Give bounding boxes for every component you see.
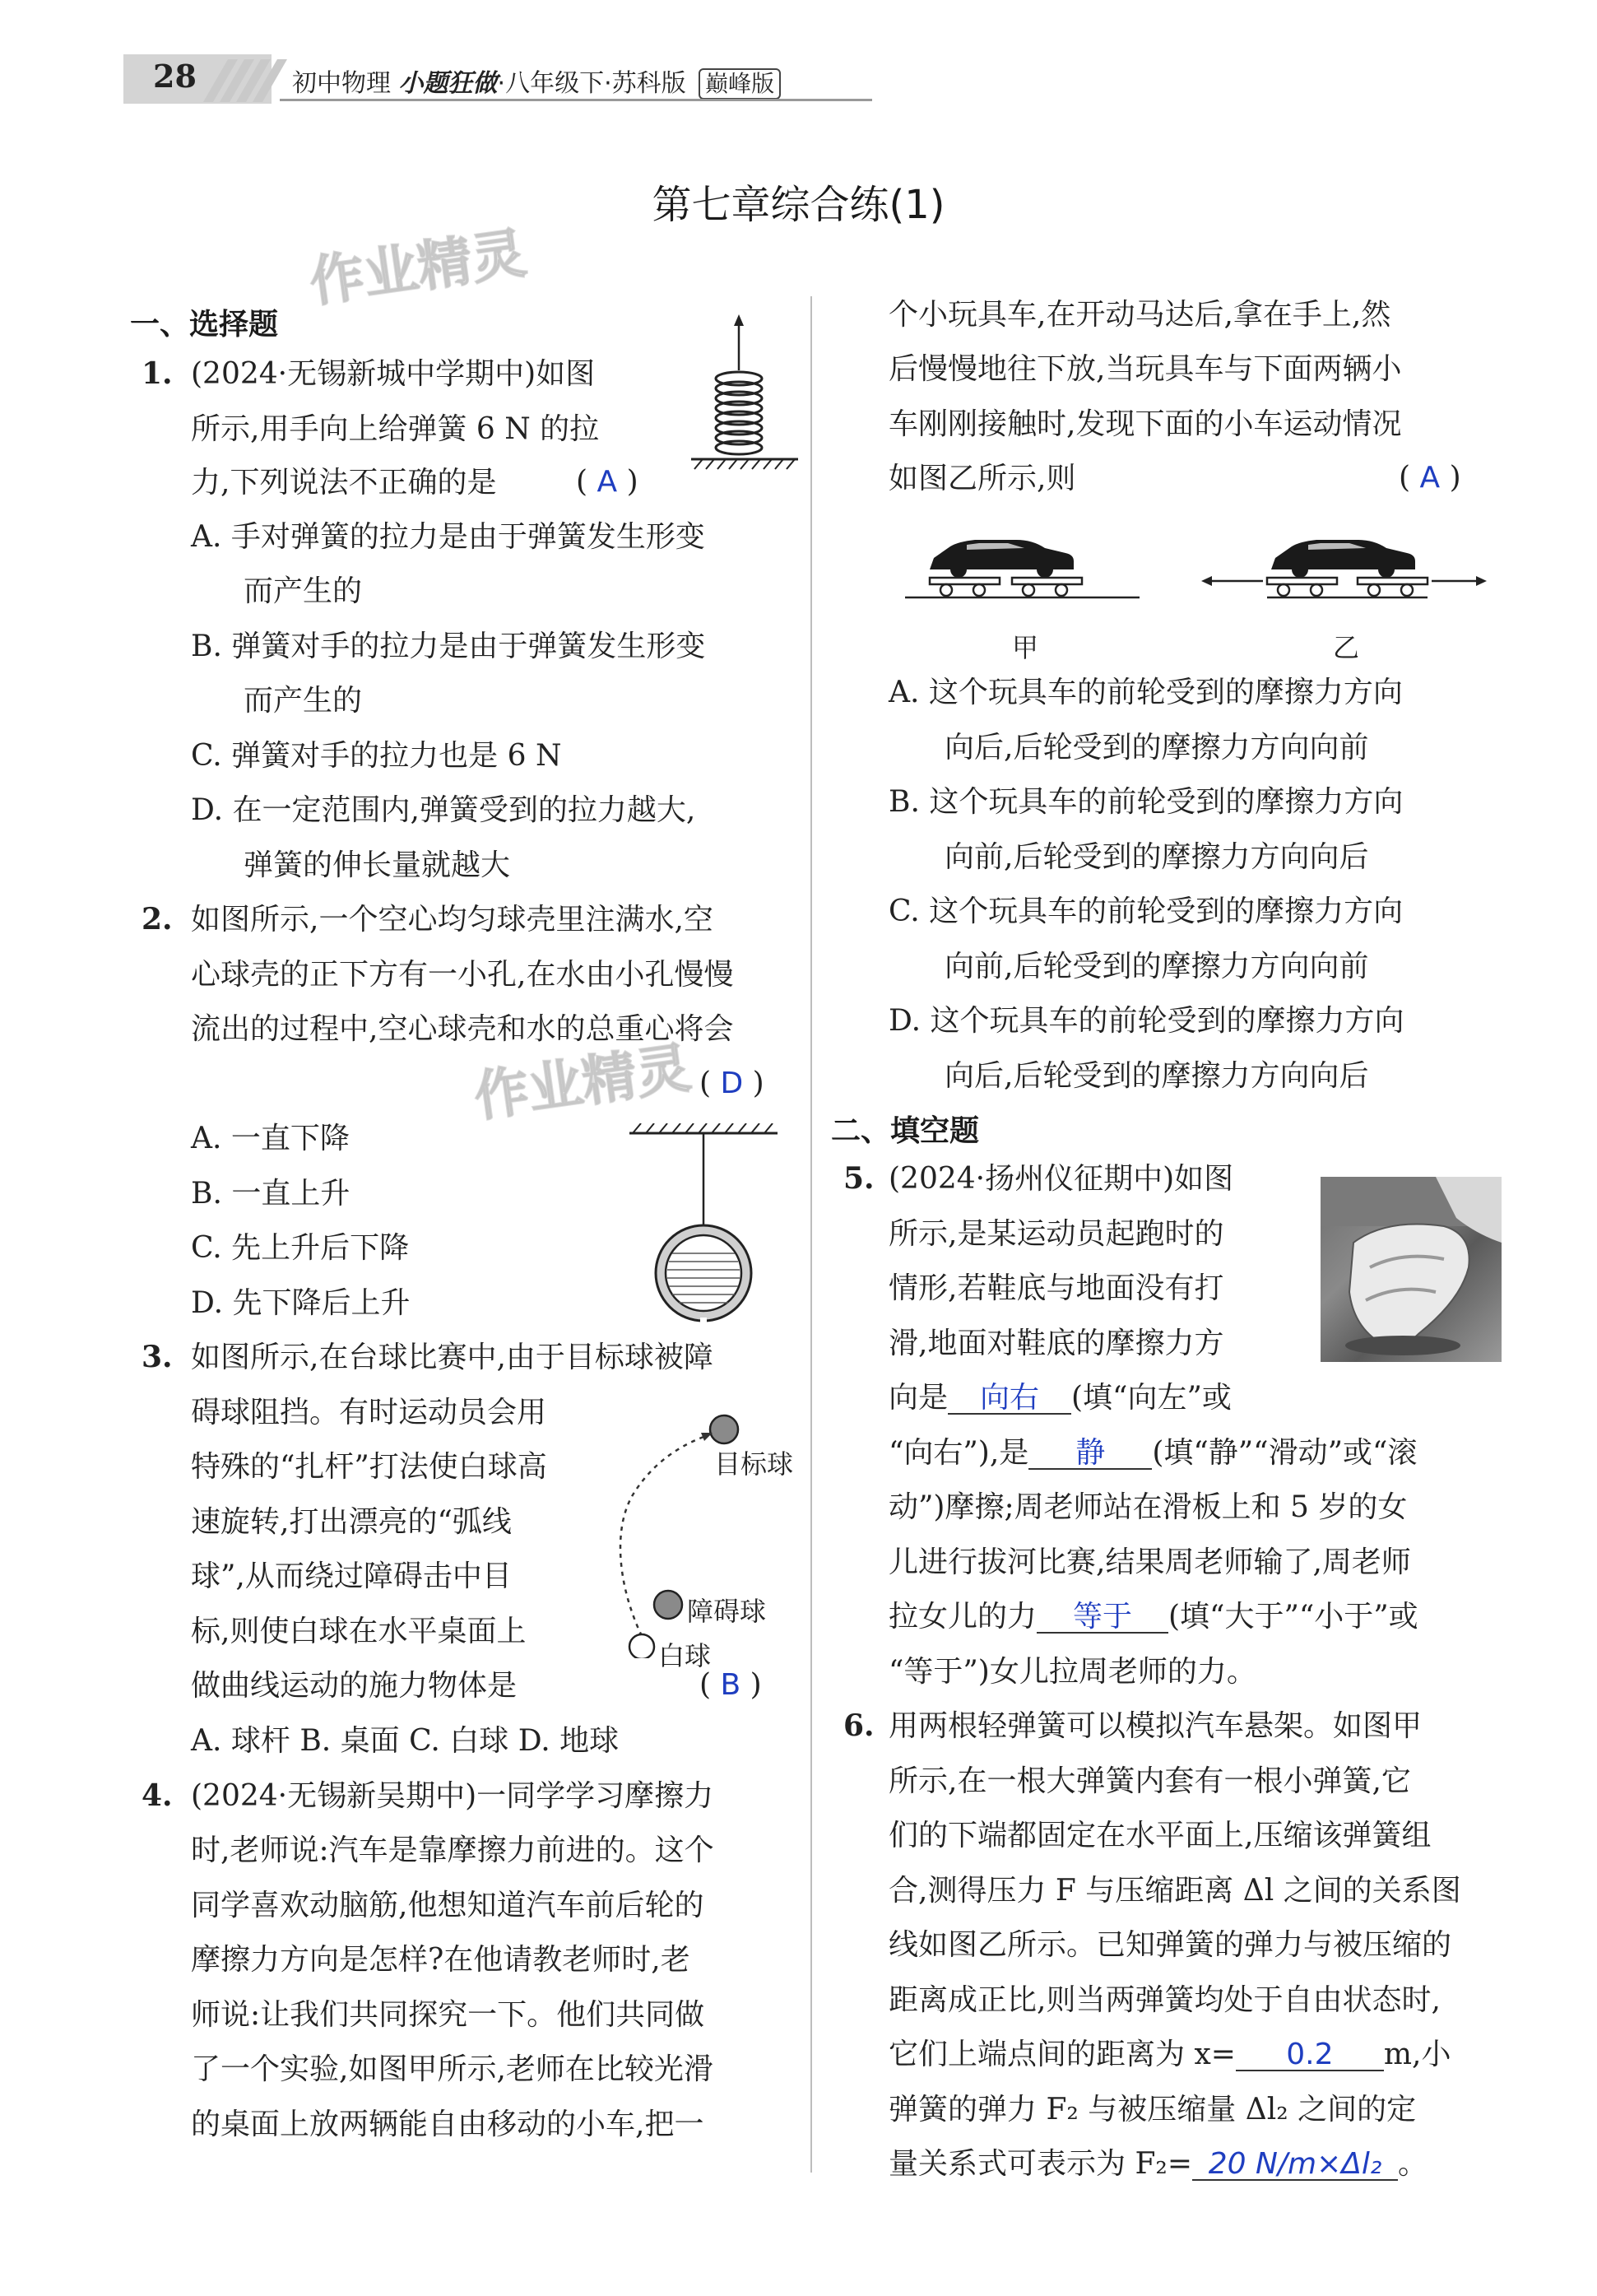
toy-car-figure [901, 518, 1502, 609]
chapter-title: 第七章综合练(1) [652, 182, 945, 228]
question-text: 碍球阻挡。有时运动员会用 [191, 1396, 547, 1429]
answer: B [720, 1668, 741, 1702]
answer-blank: 等于 [1037, 1602, 1168, 1634]
page-number: 28 [153, 58, 197, 95]
question-text: 弹簧的弹力 F₂ 与被压缩量 Δl₂ 之间的定 [889, 2093, 1417, 2126]
text: “向右”),是 [889, 1436, 1029, 1470]
figure-label: 甲 [1012, 632, 1039, 663]
option: 向后,后轮受到的摩擦力方向向前 [945, 731, 1369, 765]
question-text [889, 1599, 1418, 1635]
question-number: 6. [843, 1708, 875, 1743]
option: D. 这个玩具车的前轮受到的摩擦力方向 [889, 1004, 1404, 1038]
question-text: 摩擦力方向是怎样?在他请教老师时,老 [191, 1943, 690, 1977]
answer-paren: ( A ) [1399, 461, 1461, 495]
text: 拉女儿的力 [889, 1600, 1038, 1634]
answer-blank: 0.2 [1236, 2040, 1384, 2071]
shoe-image [1321, 1177, 1502, 1362]
figure-label: 障碍球 [687, 1596, 767, 1627]
text: 它们上端点间的距离为 x= [889, 2038, 1236, 2071]
text: (填“向左”或 [1071, 1381, 1232, 1415]
option: D. 在一定范围内,弹簧受到的拉力越大, [191, 793, 696, 827]
option: B. 一直上升 [191, 1177, 351, 1211]
option: C. 这个玩具车的前轮受到的摩擦力方向 [889, 895, 1404, 928]
option: 而产生的 [244, 574, 363, 608]
question-text: 所示,是某运动员起跑时的 [889, 1217, 1224, 1251]
question-text: “等于”)女儿拉周老师的力。 [889, 1655, 1256, 1689]
hollow-sphere-figure [621, 1123, 786, 1329]
question-text: 所示,用手向上给弹簧 6 N 的拉 [191, 412, 600, 446]
option: B. 这个玩具车的前轮受到的摩擦力方向 [889, 785, 1404, 819]
option: 向后,后轮受到的摩擦力方向向后 [945, 1059, 1369, 1093]
question-text: 标,则使白球在水平桌面上 [191, 1615, 527, 1648]
question-text: 们的下端都固定在水平面上,压缩该弹簧组 [889, 1819, 1432, 1852]
answer-blank: 向右 [948, 1383, 1071, 1415]
text: (填“静”“滑动”或“滚 [1152, 1436, 1418, 1470]
question-text [889, 1435, 1417, 1471]
spring-figure [683, 313, 802, 481]
question-text: 个小玩具车,在开动马达后,拿在手上,然 [889, 298, 1391, 332]
question-text [889, 2146, 1428, 2182]
question-text: 力,下列说法不正确的是 [191, 466, 497, 500]
series-logo: 小题狂做 [398, 69, 498, 98]
question-text [889, 1380, 1232, 1416]
question-text: 如图乙所示,则 [889, 462, 1076, 495]
question-text [889, 2037, 1451, 2073]
question-text: 同学喜欢动脑筋,他想知道汽车前后轮的 [191, 1889, 704, 1922]
question-text: (2024·无锡新吴期中)一同学学习摩擦力 [191, 1779, 714, 1813]
figure-label: 目标球 [714, 1448, 794, 1480]
option: A. 手对弹簧的拉力是由于弹簧发生形变 [191, 520, 705, 554]
option: A. 这个玩具车的前轮受到的摩擦力方向 [889, 676, 1403, 709]
question-text: 情形,若鞋底与地面没有打 [889, 1271, 1224, 1305]
answer-paren: ( D ) [699, 1067, 764, 1100]
option: 向前,后轮受到的摩擦力方向向前 [945, 950, 1369, 983]
question-text: 做曲线运动的施力物体是 [191, 1669, 518, 1703]
car-setup-a [905, 540, 1140, 597]
grade-edition: ·八年级下·苏科版 [497, 69, 686, 98]
question-text: 线如图乙所示。已知弹簧的弹力与被压缩的 [889, 1928, 1452, 1962]
section-title-choice: 一、选择题 [130, 308, 279, 342]
option: 而产生的 [244, 684, 363, 718]
option: A. 一直下降 [191, 1122, 350, 1155]
question-number: 4. [142, 1778, 173, 1813]
runner-shoe-photo [1321, 1177, 1502, 1362]
question-text: 如图所示,一个空心均匀球壳里注满水,空 [191, 903, 713, 937]
figure-label: 乙 [1333, 632, 1360, 663]
edition-badge: 巅峰版 [699, 68, 781, 100]
answer: A [1419, 461, 1441, 495]
figure-label: 白球 [658, 1640, 712, 1671]
question-text: 特殊的“扎杆”打法使白球高 [191, 1450, 547, 1484]
question-text: 后慢慢地往下放,当玩具车与下面两辆小 [889, 352, 1402, 386]
question-text: 车刚刚接触时,发现下面的小车运动情况 [889, 407, 1402, 441]
option: 弹簧的伸长量就越大 [244, 848, 511, 882]
question-text: 时,老师说:汽车是靠摩擦力前进的。这个 [191, 1834, 714, 1867]
question-text: (2024·扬州仪征期中)如图 [889, 1162, 1234, 1196]
option: C. 先上升后下降 [191, 1231, 410, 1265]
question-text: 滑,地面对鞋底的摩擦力方 [889, 1327, 1224, 1360]
question-text: 如图所示,在台球比赛中,由于目标球被障 [191, 1341, 713, 1374]
section-title-fill: 二、填空题 [831, 1114, 980, 1148]
question-text: 师说:让我们共同探究一下。他们共同做 [191, 1998, 705, 2032]
question-text: 的桌面上放两辆能自由移动的小车,把一 [191, 2108, 704, 2141]
question-number: 1. [142, 356, 173, 391]
text: 量关系式可表示为 F₂= [889, 2147, 1193, 2181]
question-text: 合,测得压力 F 与压缩距离 Δl 之间的关系图 [889, 1874, 1461, 1908]
answer-paren: ( B ) [699, 1668, 762, 1702]
question-text: 所示,在一根大弹簧内套有一根小弹簧,它 [889, 1764, 1411, 1798]
question-text: 用两根轻弹簧可以模拟汽车悬架。如图甲 [889, 1709, 1423, 1743]
option: B. 弹簧对手的拉力是由于弹簧发生形变 [191, 630, 706, 663]
question-text: 流出的过程中,空心球壳和水的总重心将会 [191, 1012, 734, 1046]
option: D. 先下降后上升 [191, 1286, 411, 1320]
answer-paren: ( A ) [576, 465, 638, 499]
text: 向是 [889, 1381, 949, 1415]
option: A. 球杆 B. 桌面 C. 白球 D. 地球 [191, 1724, 620, 1758]
option: 向前,后轮受到的摩擦力方向向后 [945, 840, 1369, 874]
question-text: (2024·无锡新城中学期中)如图 [191, 357, 596, 391]
header-rule [280, 99, 872, 101]
text: 。 [1398, 2147, 1428, 2181]
car-setup-b [1201, 540, 1487, 597]
question-number: 5. [843, 1161, 875, 1196]
watermark: 作业精灵 [470, 1035, 694, 1129]
text: m,小 [1383, 2038, 1451, 2071]
answer-blank: 20 N/m×Δl₂ [1192, 2150, 1398, 2181]
question-number: 3. [142, 1340, 173, 1374]
question-text: 了一个实验,如图甲所示,老师在比较光滑 [191, 2052, 713, 2086]
option: C. 弹簧对手的拉力也是 6 N [191, 739, 562, 773]
question-number: 2. [142, 902, 173, 937]
column-divider [810, 296, 812, 2173]
book-title: 初中物理 [292, 69, 391, 98]
answer: A [597, 465, 618, 499]
answer: D [720, 1067, 744, 1100]
question-text: 儿进行拔河比赛,结果周老师输了,周老师 [889, 1545, 1411, 1579]
text: (填“大于”“小于”或 [1168, 1600, 1418, 1634]
question-text: 距离成正比,则当两弹簧均处于自由状态时, [889, 1983, 1441, 2017]
question-text: 球”,从而绕过障碍击中目 [191, 1559, 512, 1593]
question-text: 心球壳的正下方有一小孔,在水由小孔慢慢 [191, 958, 734, 992]
question-text: 速旋转,打出漂亮的“弧线 [191, 1505, 512, 1539]
question-text: 动”)摩擦;周老师站在滑板上和 5 岁的女 [889, 1490, 1408, 1524]
running-header [292, 63, 781, 100]
answer-blank: 静 [1028, 1438, 1152, 1470]
watermark: 作业精灵 [305, 221, 530, 314]
